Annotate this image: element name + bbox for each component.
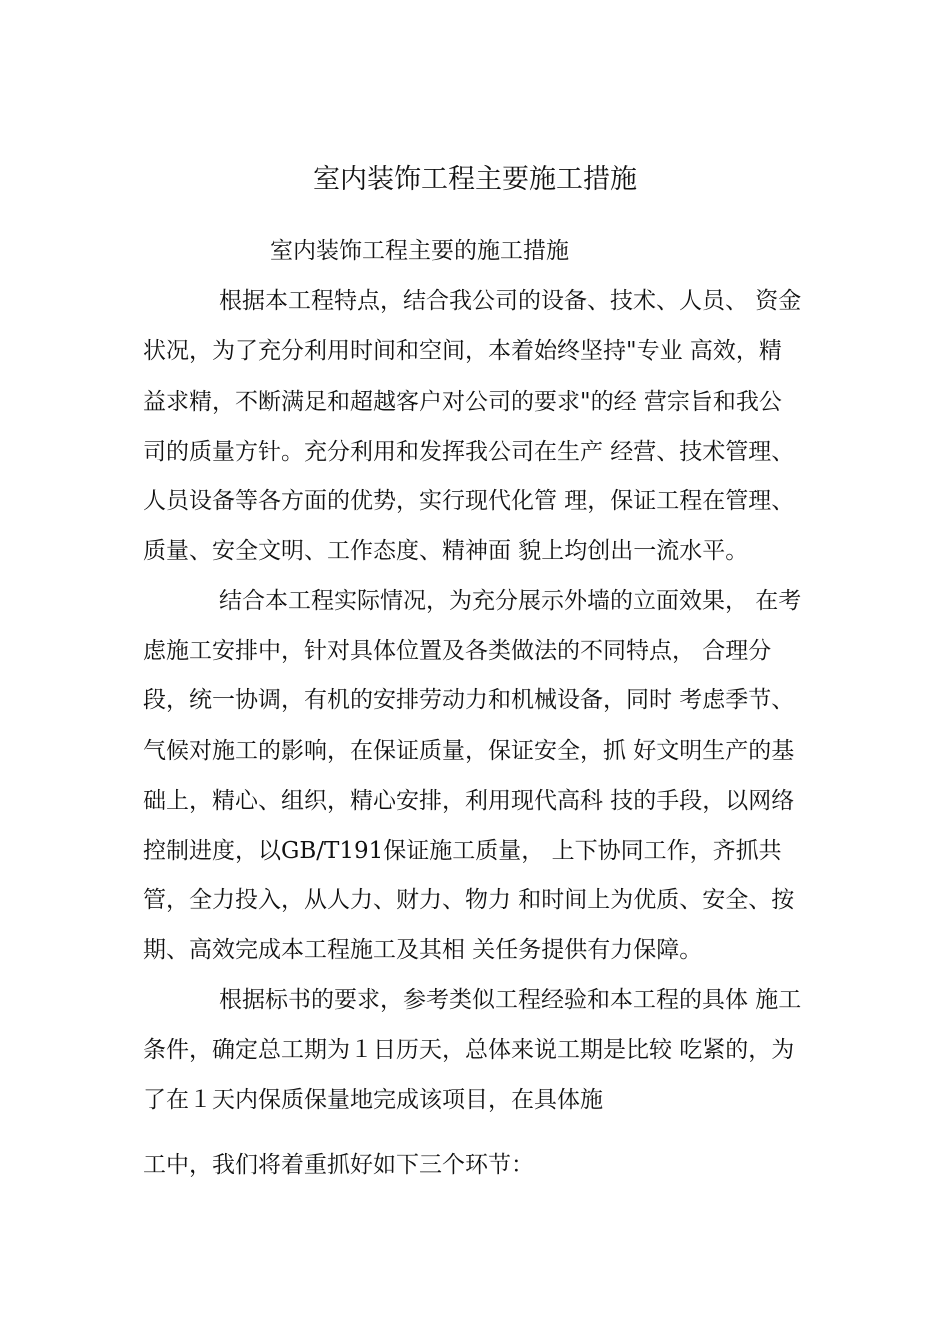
paragraph-line: 管，全力投入，从人力、财力、物力 和时间上为优质、安全、按 — [143, 887, 795, 913]
paragraph-line: 结合本工程实际情况，为充分展示外墙的立面效果， 在考 — [219, 588, 802, 614]
paragraph-line: 段，统一协调，有机的安排劳动力和机械设备，同时 考虑季节、 — [143, 687, 795, 713]
paragraph-line: 础上，精心、组织，精心安排，利用现代高科 技的手段，以网络 — [143, 788, 795, 814]
paragraph-line: 根据标书的要求，参考类似工程经验和本工程的具体 施工 — [219, 987, 802, 1013]
paragraph-line: 工中，我们将着重抓好如下三个环节： — [143, 1152, 534, 1178]
document-subtitle: 室内装饰工程主要的施工措施 — [270, 238, 569, 264]
paragraph-line: 人员设备等各方面的优势，实行现代化管 理，保证工程在管理、 — [143, 488, 795, 514]
paragraph-line: 条件，确定总工期为１日历天，总体来说工期是比较 吃紧的，为 — [143, 1037, 795, 1063]
paragraph-line: 根据本工程特点，结合我公司的设备、技术、人员、 资金 — [219, 288, 802, 314]
paragraph-line: 虑施工安排中，针对具体位置及各类做法的不同特点， 合理分 — [143, 638, 772, 664]
paragraph-line: 控制进度，以GB/T191保证施工质量， 上下协同工作，齐抓共 — [143, 838, 782, 864]
document-title: 室内装饰工程主要施工措施 — [313, 164, 637, 195]
paragraph-line: 质量、安全文明、工作态度、精神面 貌上均创出一流水平。 — [143, 538, 749, 564]
paragraph-line: 期、高效完成本工程施工及其相 关任务提供有力保障。 — [143, 937, 703, 963]
paragraph-line: 司的质量方针。充分利用和发挥我公司在生产 经营、技术管理、 — [143, 439, 795, 465]
paragraph-line: 气候对施工的影响，在保证质量，保证安全，抓 好文明生产的基 — [143, 738, 795, 764]
paragraph-line: 益求精，不断满足和超越客户对公司的要求"的经 营宗旨和我公 — [143, 389, 782, 415]
paragraph-line: 状况，为了充分利用时间和空间，本着始终坚持"专业 高效，精 — [143, 338, 782, 364]
paragraph-line: 了在１天内保质保量地完成该项目，在具体施 — [143, 1087, 603, 1113]
